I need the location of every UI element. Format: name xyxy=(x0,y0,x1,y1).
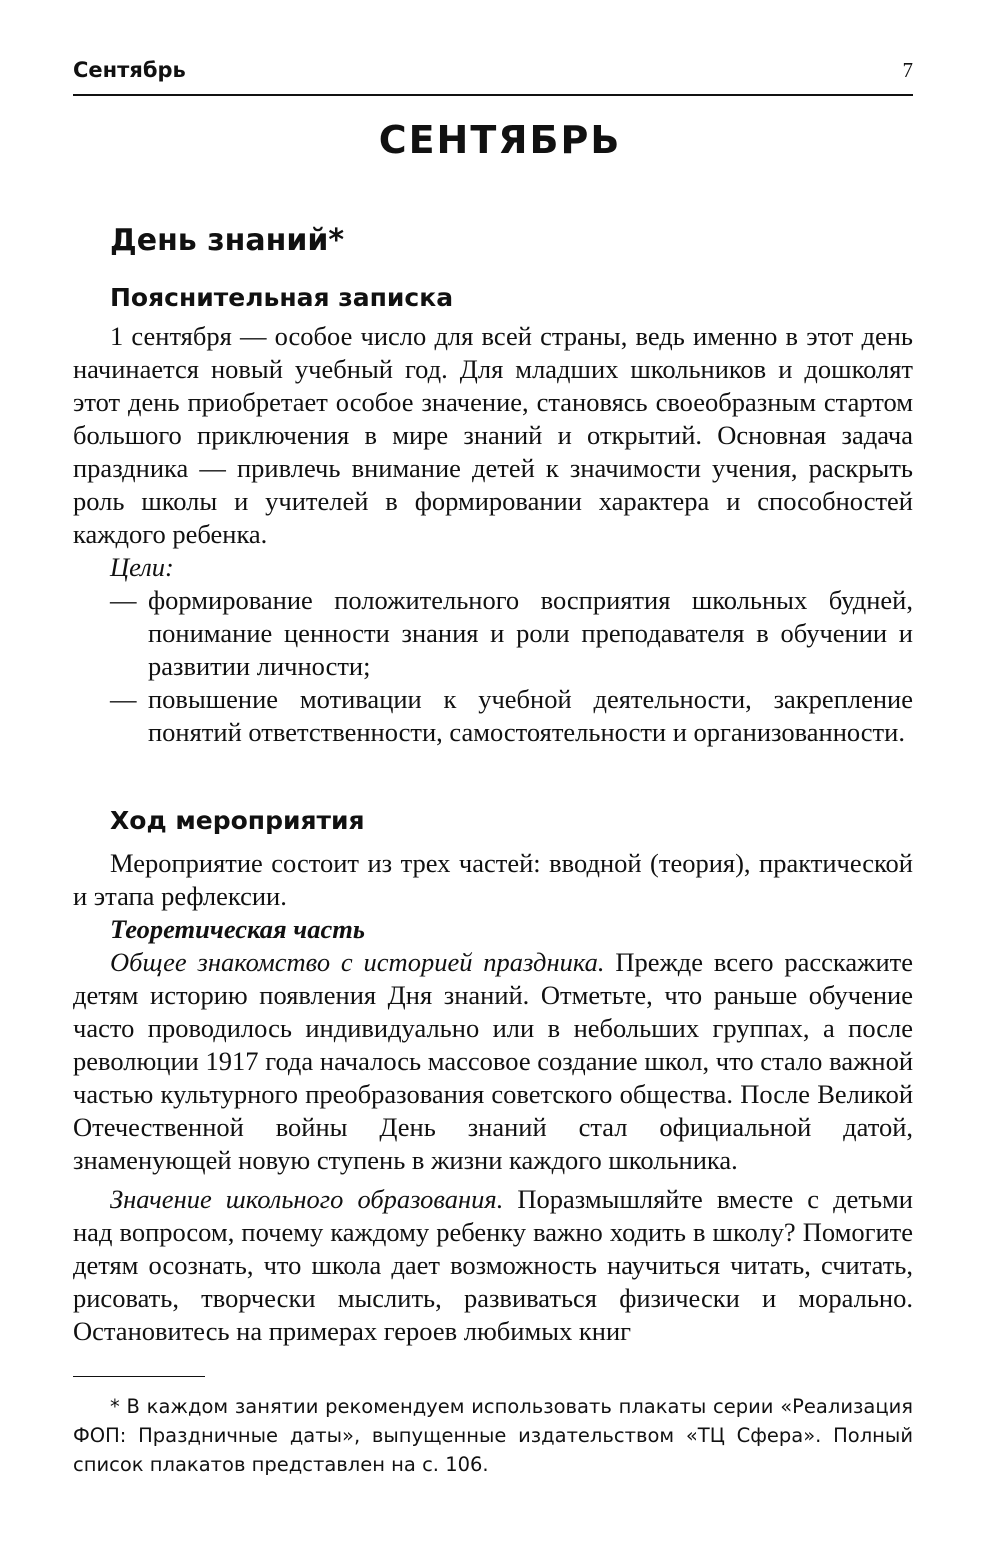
education-paragraph xyxy=(73,1183,913,1348)
header-rule xyxy=(73,94,913,96)
goals-label: Цели: xyxy=(110,552,174,582)
explanatory-note-heading: Пояснительная записка xyxy=(110,283,454,312)
running-head-title: Сентябрь xyxy=(73,58,186,82)
education-text: Поразмышляйте вместе с детьми над вопросом, почему каждому ребенку важно ходить в школу? Помогите детям осознать, что школа дает возможность научиться читать, считать, рисовать, творчески мыслить, развиваться физически и морально. Остановитесь на примерах героев любимых книг xyxy=(73,1184,913,1346)
goal-text: повышение мотивации к учебной деятельности, закрепление понятий ответственности, самостоятельности и организованности. xyxy=(148,684,913,747)
goal-text: формирование положительного восприятия школьных будней, понимание ценности знания и роли преподавателя в обучении и развитии личности; xyxy=(148,585,913,681)
list-item xyxy=(110,683,913,749)
history-text: Прежде всего расскажите детям историю появления Дня знаний. Отметьте, что раньше обучение часто проводилось индивидуально или в небольших группах, а после революции 1917 года началось массовое создание школ, что стало важной частью культурного преобразования советского общества. После Великой Отечественной войны День знаний стал официальной датой, знаменующей новую ступень в жизни каждого школьника. xyxy=(73,947,913,1175)
education-lead: Значение школьного образования. xyxy=(110,1184,504,1214)
footnote-text: * В каждом занятии рекомендуем использовать плакаты серии «Реализация ФОП: Праздничные даты», выпущенные издательством «ТЦ Сфера». Полный список плакатов представлен на с. 106. xyxy=(73,1395,913,1476)
history-lead: Общее знакомство с историей праздника. xyxy=(110,947,605,977)
course-heading: Ход мероприятия xyxy=(110,806,365,835)
explanatory-note-body xyxy=(73,320,913,551)
goals-list xyxy=(110,584,913,749)
dash-marker: — xyxy=(110,684,137,714)
dash-marker: — xyxy=(110,585,137,615)
chapter-title: СЕНТЯБРЬ xyxy=(378,118,622,162)
page-number: 7 xyxy=(902,58,913,82)
course-intro: Мероприятие состоит из трех частей: вводной (теория), практической и этапа рефлексии. xyxy=(73,848,913,911)
course-body xyxy=(73,847,913,1348)
explanatory-note-paragraph: 1 сентября — особое число для всей страны, ведь именно в этот день начинается новый учебный год. Для младших школьников и дошколят этот день приобретает особое значение, становясь своеобразным стартом большого приключения в мире знаний и открытий. Основная задача праздника — привлечь внимание детей к значимости учения, раскрыть роль школы и учителей в формировании характера и способностей каждого ребенка. xyxy=(73,321,913,549)
section-title: День знаний* xyxy=(110,223,345,258)
footnote xyxy=(73,1392,913,1479)
history-paragraph xyxy=(73,946,913,1177)
running-head xyxy=(73,58,913,94)
list-item xyxy=(110,584,913,683)
theory-heading: Теоретическая часть xyxy=(110,914,365,944)
footnote-rule xyxy=(73,1376,205,1377)
